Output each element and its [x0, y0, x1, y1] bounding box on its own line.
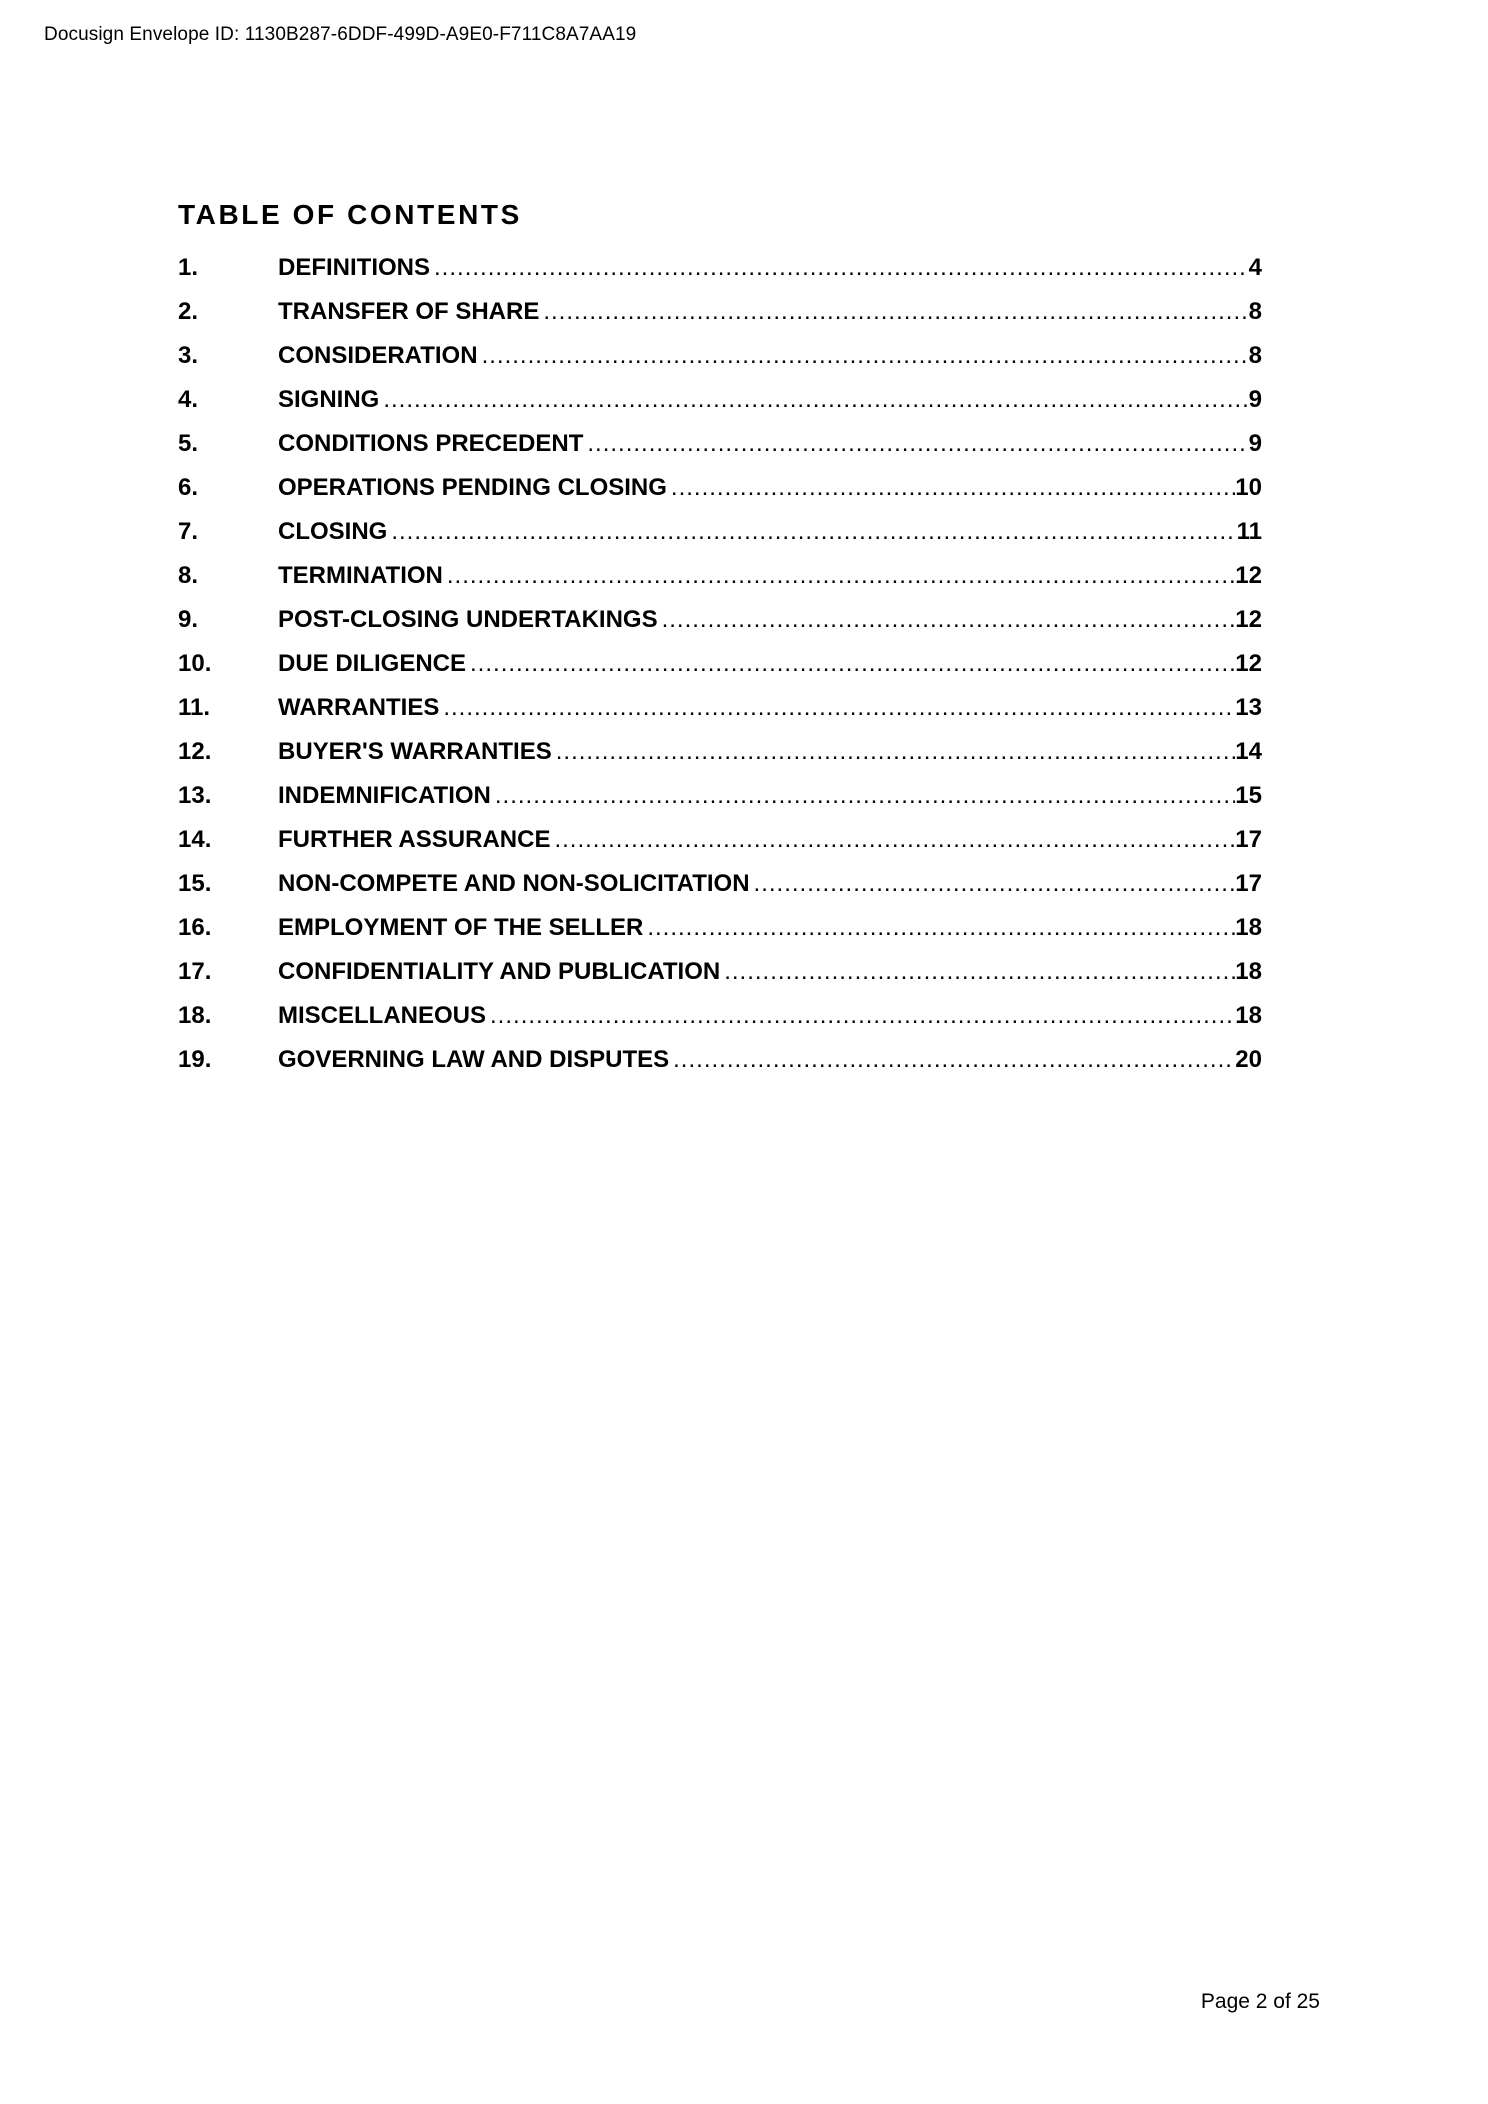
toc-dot-leader — [443, 554, 1235, 598]
toc-entry-number: 8. — [178, 562, 199, 589]
toc-entry-label: NON-COMPETE AND NON-SOLICITATION — [278, 870, 750, 897]
toc-dot-leader — [491, 774, 1235, 818]
toc-dot-leader — [430, 246, 1249, 290]
toc-entry-label: TERMINATION — [278, 562, 443, 589]
toc-entry-page: 9 — [1248, 386, 1262, 413]
toc-list — [178, 246, 1262, 1082]
toc-entry-label: DEFINITIONS — [278, 254, 431, 281]
toc-dot-leader — [387, 510, 1236, 554]
toc-entry-label: CONDITIONS PRECEDENT — [278, 430, 584, 457]
toc-entry-termination[interactable] — [178, 554, 1262, 598]
toc-entry-miscellaneous[interactable] — [178, 994, 1262, 1038]
toc-entry-label: CONFIDENTIALITY AND PUBLICATION — [278, 958, 721, 985]
toc-dot-leader — [486, 994, 1235, 1038]
toc-entry-page: 13 — [1235, 694, 1262, 721]
toc-dot-leader — [439, 686, 1235, 730]
toc-entry-label: DUE DILIGENCE — [278, 650, 467, 677]
toc-entry-page: 18 — [1235, 914, 1262, 941]
toc-entry-page: 12 — [1235, 606, 1262, 633]
toc-entry-number: 12. — [178, 738, 212, 765]
toc-entry-page: 14 — [1235, 738, 1262, 765]
toc-entry-label: TRANSFER OF SHARE — [278, 298, 540, 325]
toc-entry-page: 9 — [1248, 430, 1262, 457]
toc-dot-leader — [552, 730, 1236, 774]
toc-dot-leader — [466, 642, 1235, 686]
toc-entry-due-diligence[interactable] — [178, 642, 1262, 686]
toc-entry-page: 17 — [1235, 826, 1262, 853]
toc-entry-number: 17. — [178, 958, 212, 985]
toc-entry-non-compete-and-non-solicitation[interactable] — [178, 862, 1262, 906]
toc-entry-number: 16. — [178, 914, 212, 941]
toc-entry-post-closing-undertakings[interactable] — [178, 598, 1262, 642]
toc-entry-label: CONSIDERATION — [278, 342, 478, 369]
toc-entry-number: 3. — [178, 342, 199, 369]
page-indicator: Page 2 of 25 — [1200, 1990, 1320, 2013]
envelope-id-header: Docusign Envelope ID: 1130B287-6DDF-499D-A9E0-F711C8A7AA19 — [44, 24, 637, 45]
toc-entry-page: 8 — [1248, 342, 1262, 369]
toc-entry-number: 18. — [178, 1002, 212, 1029]
toc-entry-confidentiality-and-publication[interactable] — [178, 950, 1262, 994]
toc-dot-leader — [550, 818, 1235, 862]
toc-entry-label: GOVERNING LAW AND DISPUTES — [278, 1046, 670, 1073]
toc-entry-label: POST-CLOSING UNDERTAKINGS — [278, 606, 658, 633]
toc-entry-label: EMPLOYMENT OF THE SELLER — [278, 914, 644, 941]
toc-entry-governing-law-and-disputes[interactable] — [178, 1038, 1262, 1082]
toc-entry-further-assurance[interactable] — [178, 818, 1262, 862]
toc-entry-number: 11. — [178, 694, 211, 721]
toc-entry-page: 11 — [1236, 518, 1262, 545]
toc-dot-leader — [658, 598, 1236, 642]
toc-entry-number: 14. — [178, 826, 212, 853]
toc-entry-transfer-of-share[interactable] — [178, 290, 1262, 334]
toc-entry-warranties[interactable] — [178, 686, 1262, 730]
toc-dot-leader — [750, 862, 1236, 906]
table-of-contents — [178, 196, 1262, 1082]
toc-entry-number: 2. — [178, 298, 199, 325]
toc-entry-number: 1. — [178, 254, 199, 281]
toc-entry-label: BUYER'S WARRANTIES — [278, 738, 552, 765]
toc-entry-operations-pending-closing[interactable] — [178, 466, 1262, 510]
toc-entry-page: 4 — [1248, 254, 1262, 281]
toc-entry-number: 13. — [178, 782, 212, 809]
toc-title: TABLE OF CONTENTS — [178, 199, 522, 230]
toc-entry-page: 18 — [1235, 1002, 1262, 1029]
toc-entry-label: SIGNING — [278, 386, 380, 413]
toc-entry-number: 19. — [178, 1046, 212, 1073]
toc-dot-leader — [667, 466, 1235, 510]
toc-entry-page: 17 — [1235, 870, 1262, 897]
toc-entry-indemnification[interactable] — [178, 774, 1262, 818]
toc-entry-page: 15 — [1235, 782, 1262, 809]
toc-entry-number: 7. — [178, 518, 199, 545]
toc-entry-number: 9. — [178, 606, 199, 633]
toc-entry-page: 10 — [1235, 474, 1262, 501]
toc-dot-leader — [583, 422, 1248, 466]
toc-dot-leader — [539, 290, 1248, 334]
toc-entry-label: OPERATIONS PENDING CLOSING — [278, 474, 667, 501]
toc-entry-page: 8 — [1248, 298, 1262, 325]
toc-entry-signing[interactable] — [178, 378, 1262, 422]
toc-entry-number: 10. — [178, 650, 212, 677]
toc-entry-number: 5. — [178, 430, 199, 457]
toc-dot-leader — [379, 378, 1248, 422]
toc-entry-label: MISCELLANEOUS — [278, 1002, 487, 1029]
toc-entry-definitions[interactable] — [178, 246, 1262, 290]
toc-entry-number: 6. — [178, 474, 199, 501]
toc-entry-buyers-warranties[interactable] — [178, 730, 1262, 774]
toc-entry-page: 18 — [1235, 958, 1262, 985]
toc-entry-page: 12 — [1235, 562, 1262, 589]
toc-dot-leader — [669, 1038, 1235, 1082]
toc-entry-consideration[interactable] — [178, 334, 1262, 378]
toc-entry-label: CLOSING — [278, 518, 388, 545]
toc-entry-number: 4. — [178, 386, 199, 413]
toc-entry-page: 12 — [1235, 650, 1262, 677]
toc-entry-page: 20 — [1235, 1046, 1262, 1073]
toc-entry-closing[interactable] — [178, 510, 1262, 554]
toc-dot-leader — [643, 906, 1235, 950]
toc-entry-conditions-precedent[interactable] — [178, 422, 1262, 466]
toc-entry-employment-of-the-seller[interactable] — [178, 906, 1262, 950]
toc-entry-label: WARRANTIES — [278, 694, 440, 721]
toc-entry-label: FURTHER ASSURANCE — [278, 826, 551, 853]
toc-entry-label: INDEMNIFICATION — [278, 782, 491, 809]
toc-entry-number: 15. — [178, 870, 212, 897]
toc-dot-leader — [478, 334, 1249, 378]
toc-dot-leader — [720, 950, 1235, 994]
